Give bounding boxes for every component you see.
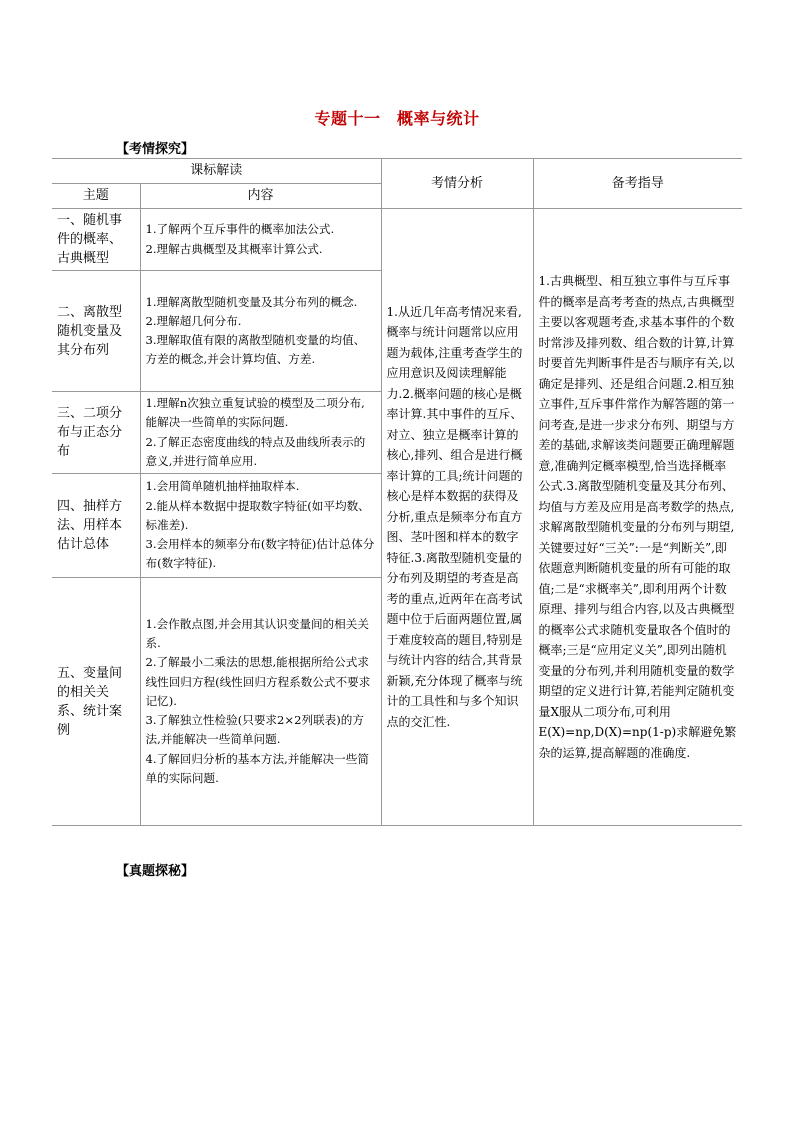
header-topic: 主题: [52, 184, 140, 209]
analysis-cell: 1.从近几年高考情况来看,概率与统计问题常以应用题为载体,注重考查学生的应用意识及阅读理解能力.2.概率问题的核心是概率计算.其中事件的互斥、对立、独立是概率计算的核心,排列、组合是进行概率计算的工具;统计问题的核心是样本数据的获得及分析,重点是频率分布直方图、茎叶图和样本的数字特征.3.离散型随机变量的分布列及期望的考查是高考的重点,近两年在高考试题中位于后面两题位置,属于难度较高的题目,特别是与统计内容的结合,其背景新颖,充分体现了概率与统计的工具性和与多个知识点的交汇性.: [381, 209, 533, 826]
header-curriculum: 课标解读: [52, 159, 381, 184]
topic-cell: 一、随机事件的概率、古典概型: [52, 209, 140, 271]
topic-cell: 二、离散型随机变量及其分布列: [52, 271, 140, 392]
header-guide: 备考指导: [533, 159, 742, 209]
header-analysis: 考情分析: [381, 159, 533, 209]
table-row: [52, 209, 742, 271]
page-title: 专题十一 概率与统计: [314, 109, 480, 128]
content-cell: 1.理解离散型随机变量及其分布列的概念. 2.理解超几何分布. 3.理解取值有限的离散型随机变量的均值、方差的概念,并会计算均值、方差.: [140, 271, 381, 392]
exam-analysis-table: [52, 158, 742, 826]
content-cell: 1.理解n次独立重复试验的模型及二项分布,能解决一些简单的实际问题. 2.了解正态密度曲线的特点及曲线所表示的意义,并进行简单应用.: [140, 392, 381, 474]
section-heading-exam-explore: 【考情探究】: [116, 142, 195, 157]
guide-cell: 1.古典概型、相互独立事件与互斥事件的概率是高考考查的热点,古典概型主要以客观题考查,求基本事件的个数时常涉及排列数、组合数的计算,计算时要首先判断事件是否与顺序有关,以确定是排列、还是组合问题.2.相互独立事件,互斥事件常作为解答题的第一问考查,是进一步求分布列、期望与方差的基础,求解该类问题要正确理解题意,准确判定概率模型,恰当选择概率公式.3.离散型随机变量及其分布列、均值与方差及应用是高考数学的热点,求解离散型随机变量的分布列与期望,关键要过好“三关”:一是“判断关”,即依题意判断随机变量的所有可能的取值;二是“求概率关”,即利用两个计数原理、排列与组合内容,以及古典概型的概率公式求随机变量取各个值时的概率;三是“应用定义关”,即列出随机变量的分布列,并利用随机变量的数学期望的定义进行计算,若能判定随机变量X服从二项分布,可利用E(X)=np,D(X)=np(1-p)求解避免繁杂的运算,提高解题的准确度.: [533, 209, 742, 826]
content-cell: 1.会作散点图,并会用其认识变量间的相关关系. 2.了解最小二乘法的思想,能根据所给公式求线性回归方程(线性回归方程系数公式不要求记忆). 3.了解独立性检验(只要求2×2列联表)的方法,并能解决一些简单问题. 4.了解回归分析的基本方法,并能解决一些简单的实际问题.: [140, 578, 381, 826]
content-cell: 1.了解两个互斥事件的概率加法公式. 2.理解古典概型及其概率计算公式.: [140, 209, 381, 271]
topic-cell: 五、变量间的相关关系、统计案例: [52, 578, 140, 826]
section-heading-real-exam: 【真题探秘】: [116, 864, 195, 879]
content-cell: 1.会用简单随机抽样抽取样本. 2.能从样本数据中提取数字特征(如平均数、标准差). 3.会用样本的频率分布(数字特征)估计总体分布(数字特征).: [140, 474, 381, 578]
header-content: 内容: [140, 184, 381, 209]
topic-cell: 三、二项分布与正态分布: [52, 392, 140, 474]
topic-cell: 四、抽样方法、用样本估计总体: [52, 474, 140, 578]
